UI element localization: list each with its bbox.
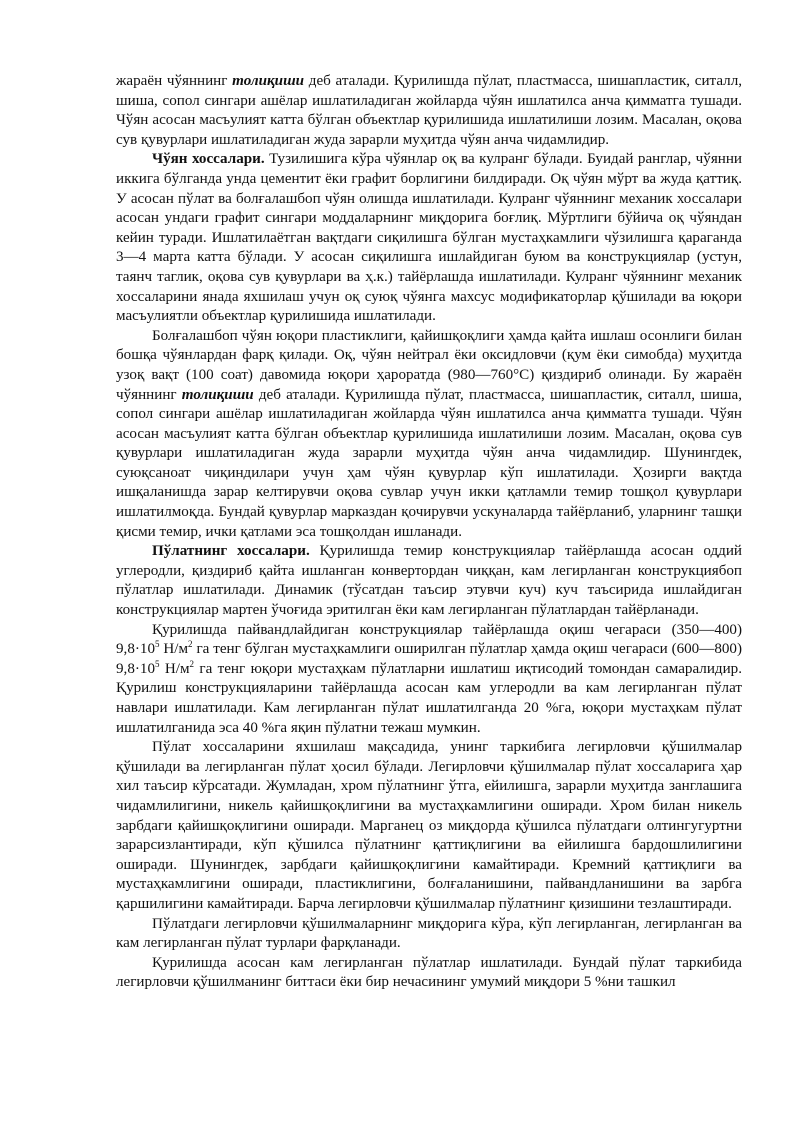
- section-heading: Пўлатнинг хоссалари.: [152, 543, 310, 560]
- text: деб аталади. Қурилишда пўлат, пластмасса, шишапластик, ситалл, шиша, сопол сингари ашёлар ишлатиладиган жойларда чўян ишлатилса анча қимматга тушади. Чўян асосан масъулият катта бўлган объектлар қурилишида ишлатилиши лозим. Масалан, оқова сув қувурлари ишлатиладиган жуда зарарли муҳитда чўян анча чидамлидир. Шунингдек, суюқсаноат чиқиндилари учун ҳам чўян қувурлар кўп ишлатилади. Ҳозирги вақтда ишқаланишда зарар келтирувчи оқова сувлар учун икки қатламли темир тошқол қувурлари ишлатилмоқда. Бундай қувурлар марказдан қочирувчи ускуналарда тайёрланиб, уларнинг ташқи қисми темир, ички қатлами эса тошқолдан ишланади.: [116, 386, 743, 540]
- paragraph-8: Қурилишда асосан кам легирланган пўлатлар ишлатилади. Бундай пўлат таркибида легирловчи қўшилманинг биттаси ёки бир нечасининг умумий миқдори 5 %ни ташкил: [116, 954, 742, 991]
- text: Қурилишда пайвандлайдиган конструкциялар тайёрлашда оқиш чегараси (350—400) 9,8·10: [116, 621, 742, 658]
- superscript: 5: [155, 639, 160, 650]
- text: Н/м: [159, 641, 189, 658]
- text: Н/м: [159, 660, 190, 677]
- paragraph-6: Пўлат хоссаларини яхшилаш мақсадида, унинг таркибига легирловчи қўшилмалар қўшилади ва легирланган пўлат ҳосил бўлади. Легирловчи қўшилмалар пўлат хоссаларига ҳар хил таъсир кўрсатади. Жумладан, хром пўлатнинг ўтга, ейилишга, зарарли муҳитда занглашига чидамлилигини, никель қайишқоқлигини ва мустаҳкамлигини оширади. Хром билан никель зарбдаги қайишқоқлигини оширади. Марганец оз миқдорда қўшилса пўлатдаги олтингугуртни зарарсизлантиради, кўп қўшилса пўлатнинг қаттиқлигини ва ейилишга бардошлилигини оширади. Шунингдек, зарбдаги қайишқоқлигини камайтиради. Кремний қаттиқлиги ва мустаҳкамлигини оширади, пластиклигини, болғаланишини, пайвандланишини ва зарбга қаршилигини камайтиради. Барча легирловчи қўшилмалар пўлатнинг қизишини тезлаштиради.: [116, 739, 742, 912]
- paragraph-3: [116, 327, 742, 543]
- paragraph-7: Пўлатдаги легирловчи қўшилмаларнинг миқдорига кўра, кўп легирланган, легирланган ва кам легирланган пўлат турлари фарқланади.: [116, 915, 742, 952]
- emphasis-term: толиқиши: [181, 386, 254, 403]
- text: деб аталади. Қурилишда пўлат, пластмасса, шишапластик, ситалл, шиша, сопол сингари ашёлар ишлатиладиган жойларда чўян ишлатилса анча қимматга тушади. Чўян асосан масъулият катта бўлган объектлар қурилишида ишлатилиши лозим. Масалан, оқова сув қувурлари ишлатиладиган жуда зарарли муҳитда чўян анча чидамлидир.: [116, 73, 742, 148]
- superscript: 2: [188, 639, 193, 650]
- paragraph-steel-properties: [116, 542, 742, 620]
- emphasis-term: толиқиши: [232, 73, 305, 89]
- superscript: 2: [189, 658, 195, 669]
- text: Қурилишда темир конструкциялар тайёрлашда асосан оддий углеродли, қиздириб қайта ишланган конвертордан чиққан, кам легирланган конструкциябоп пўлатлар ишлатилади. Динамик (тўсатдан таъсир этувчи куч) куч таъсирида ишлайдиган конструкциялар мартен ўчоғида эритилган ёки кам легирланган пўлатлардан тайёрланади.: [116, 543, 742, 619]
- text: Тузилишига кўра чўянлар оқ ва кулранг бўлади. Буидай ранглар, чўянни иккига бўлганда унда цементит ёки графит борлигини билдиради. Оқ чўян мўрт ва жуда қаттиқ. У асосан пўлат ва болғалашбоп чўян олишда ишлатилади. Кулранг чўяннинг механик хоссалари асосан ундаги графит сингари моддаларнинг миқдорига боғлиқ. Мўртлиги бўйича оқ чўяндан кейин туради. Ишлатилаётган вақтдаги сиқилишга бўлган мустаҳкамлиги чўзилишга қараганда 3—4 марта катта бўлади. У асосан сиқилишга ишлайдиган буюм ва конструкциялар (устун, таянч таглик, оқова сув қувурлари ва ҳ.к.) тайёрлашда ишлатилади. Кулранг чўяннинг механик хоссаларини янада яхшилаш учун оқ суюқ чўянга махсус модификаторлар қўшилади ва юқори масъулиятли объектлар қурилишида ишлатилади.: [116, 151, 742, 325]
- superscript: 5: [155, 658, 160, 669]
- document-page: [116, 72, 742, 993]
- text: Болғалашбоп чўян юқори пластиклиги, қайишқоқлиги ҳамда қайта ишлаш осонлиги билан бошқа чўянлардан фарқ қилади. Оқ, чўян нейтрал ёки оксидловчи (қум ёки симобда) муҳитда узоқ вақт (100 соат) давомида юқори ҳароратда (980—760°С) қиздириб олинади. Бу жараён чўяннинг: [116, 327, 742, 403]
- text: жараён чўяннинг: [116, 73, 233, 89]
- paragraph-1: [116, 72, 742, 150]
- paragraph-5: [116, 621, 742, 739]
- paragraph-cast-iron-properties: [116, 150, 742, 326]
- section-heading: Чўян хоссалари.: [152, 151, 265, 168]
- text: га тенг бўлган мустаҳкамлиги оширилган пўлатлар ҳамда оқиш чегараси (600—800) 9,8·10: [116, 641, 742, 677]
- text: га тенг юқори мустаҳкам пўлатларни ишлатиш иқтисодий томондан самаралидир. Қурилиш конструкцияларини тайёрлашда асосан кам углеродли ва кам легирланган пўлат навлари ишлатилади. Кам легирланган пўлат ишлатилганда 20 %га, юқори мустаҳкам пўлат ишлатилганида эса 40 %га яқин пўлатни тежаш мумкин.: [116, 660, 742, 736]
